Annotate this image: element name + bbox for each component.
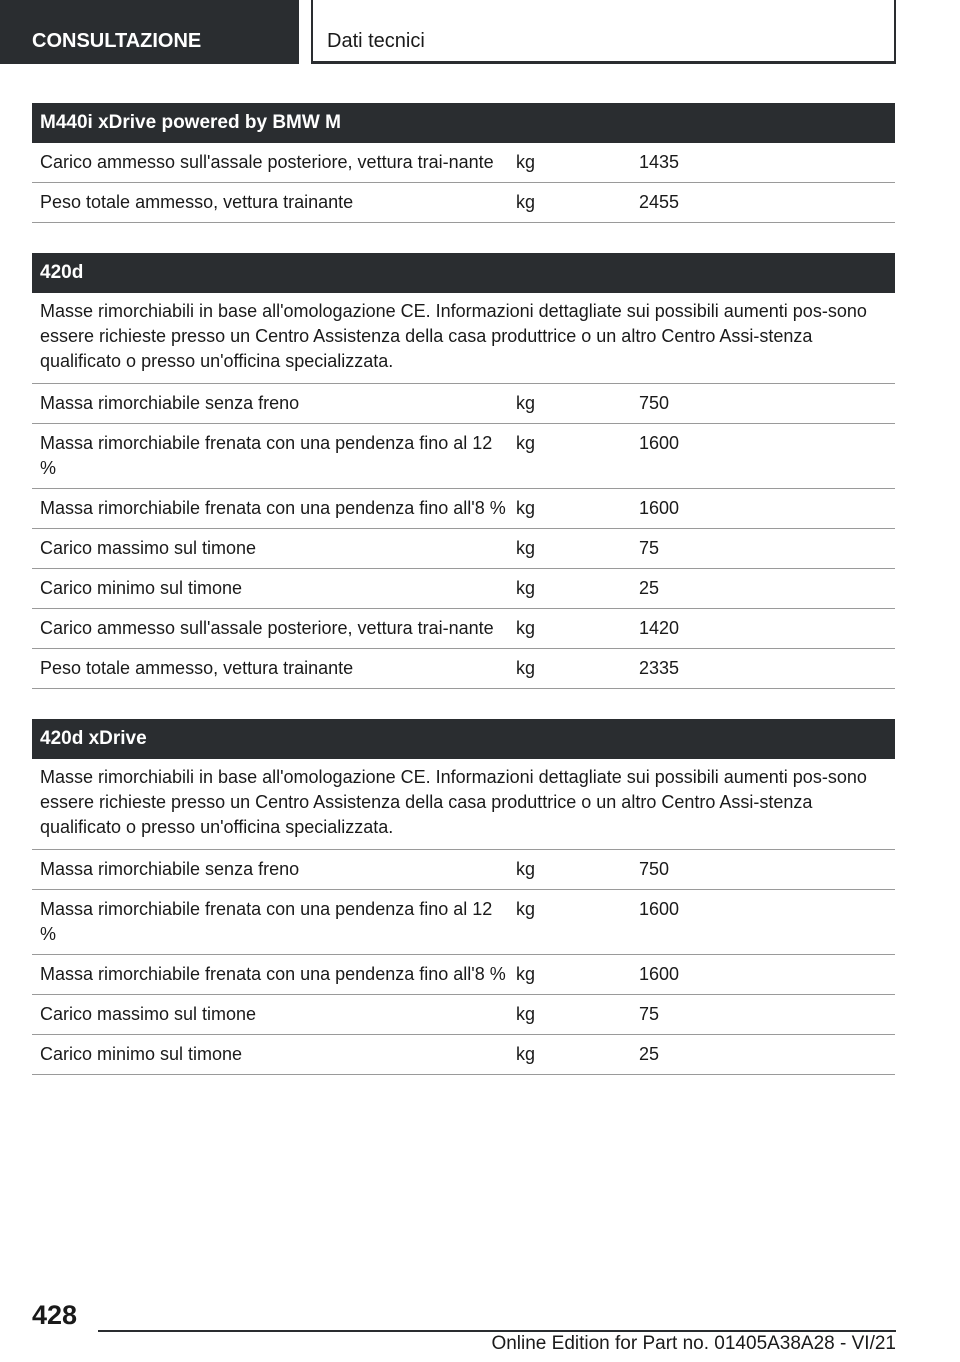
row-value: 1420: [639, 618, 680, 638]
section-label: CONSULTAZIONE: [0, 0, 299, 64]
table-row: [32, 649, 895, 689]
row-value: 2455: [639, 192, 680, 212]
block-title: M440i xDrive powered by BMW M: [32, 103, 895, 143]
row-value: 75: [639, 538, 660, 558]
row-unit: kg: [516, 152, 536, 172]
table-row: [32, 609, 895, 649]
block-note: Masse rimorchiabili in base all'omologazione CE. Informazioni dettagliate sui possibili aumenti pos-sono essere richieste presso un Centro Assistenza della casa produttrice o un altro Centro Assi-stenza qualificato o presso un'officina specializzata.: [32, 293, 895, 384]
block-note: Masse rimorchiabili in base all'omologazione CE. Informazioni dettagliate sui possibili aumenti pos-sono essere richieste presso un Centro Assistenza della casa produttrice o un altro Centro Assi-stenza qualificato o presso un'officina specializzata.: [32, 759, 895, 850]
edition-note: Online Edition for Part no. 01405A38A28 - VI/21: [491, 1333, 896, 1354]
row-unit: kg: [516, 618, 536, 638]
row-label: Carico ammesso sull'assale posteriore, vettura trai-nante: [40, 618, 494, 638]
row-unit: kg: [516, 964, 536, 984]
row-label: Massa rimorchiabile senza freno: [40, 393, 300, 413]
page-header: [0, 0, 960, 66]
row-label: Carico ammesso sull'assale posteriore, vettura trai-nante: [40, 152, 494, 172]
spec-content: [32, 103, 895, 1105]
row-label: Massa rimorchiabile frenata con una pendenza fino al 12 %: [40, 433, 493, 478]
table-row: [32, 569, 895, 609]
row-unit: kg: [516, 859, 536, 879]
page-number: 428: [32, 1300, 78, 1330]
row-value: 1600: [639, 899, 680, 919]
table-row: [32, 384, 895, 424]
table-row: [32, 143, 895, 183]
row-value: 25: [639, 1044, 660, 1064]
row-label: Carico minimo sul timone: [40, 578, 243, 598]
table-row: [32, 183, 895, 223]
row-label: Massa rimorchiabile frenata con una pendenza fino all'8 %: [40, 498, 506, 518]
table-row: [32, 489, 895, 529]
row-unit: kg: [516, 192, 536, 212]
row-unit: kg: [516, 658, 536, 678]
table-row: [32, 424, 895, 489]
row-unit: kg: [516, 1004, 536, 1024]
row-value: 1600: [639, 498, 680, 518]
row-value: 750: [639, 859, 670, 879]
table-row: [32, 850, 895, 890]
row-label: Carico massimo sul timone: [40, 538, 257, 558]
spec-block-420d-xdrive: [32, 719, 895, 1075]
row-label: Massa rimorchiabile frenata con una pendenza fino all'8 %: [40, 964, 506, 984]
block-title: 420d xDrive: [32, 719, 895, 759]
row-value: 1600: [639, 433, 680, 453]
row-value: 750: [639, 393, 670, 413]
row-label: Massa rimorchiabile frenata con una pendenza fino al 12 %: [40, 899, 493, 944]
row-label: Peso totale ammesso, vettura trainante: [40, 192, 354, 212]
table-row: [32, 890, 895, 955]
spec-block-420d: [32, 253, 895, 689]
row-value: 25: [639, 578, 660, 598]
chapter-title: Dati tecnici: [311, 0, 896, 64]
row-unit: kg: [516, 899, 536, 919]
row-value: 2335: [639, 658, 680, 678]
row-value: 1435: [639, 152, 680, 172]
table-row: [32, 1035, 895, 1075]
spec-block-m440i: [32, 103, 895, 223]
block-title: 420d: [32, 253, 895, 293]
row-unit: kg: [516, 578, 536, 598]
row-label: Carico massimo sul timone: [40, 1004, 257, 1024]
row-value: 75: [639, 1004, 660, 1024]
row-unit: kg: [516, 1044, 536, 1064]
row-label: Carico minimo sul timone: [40, 1044, 243, 1064]
row-label: Peso totale ammesso, vettura trainante: [40, 658, 354, 678]
table-row: [32, 955, 895, 995]
table-row: [32, 529, 895, 569]
row-label: Massa rimorchiabile senza freno: [40, 859, 300, 879]
footer-divider: [98, 1330, 896, 1332]
row-unit: kg: [516, 433, 536, 453]
row-value: 1600: [639, 964, 680, 984]
row-unit: kg: [516, 538, 536, 558]
row-unit: kg: [516, 498, 536, 518]
row-unit: kg: [516, 393, 536, 413]
table-row: [32, 995, 895, 1035]
